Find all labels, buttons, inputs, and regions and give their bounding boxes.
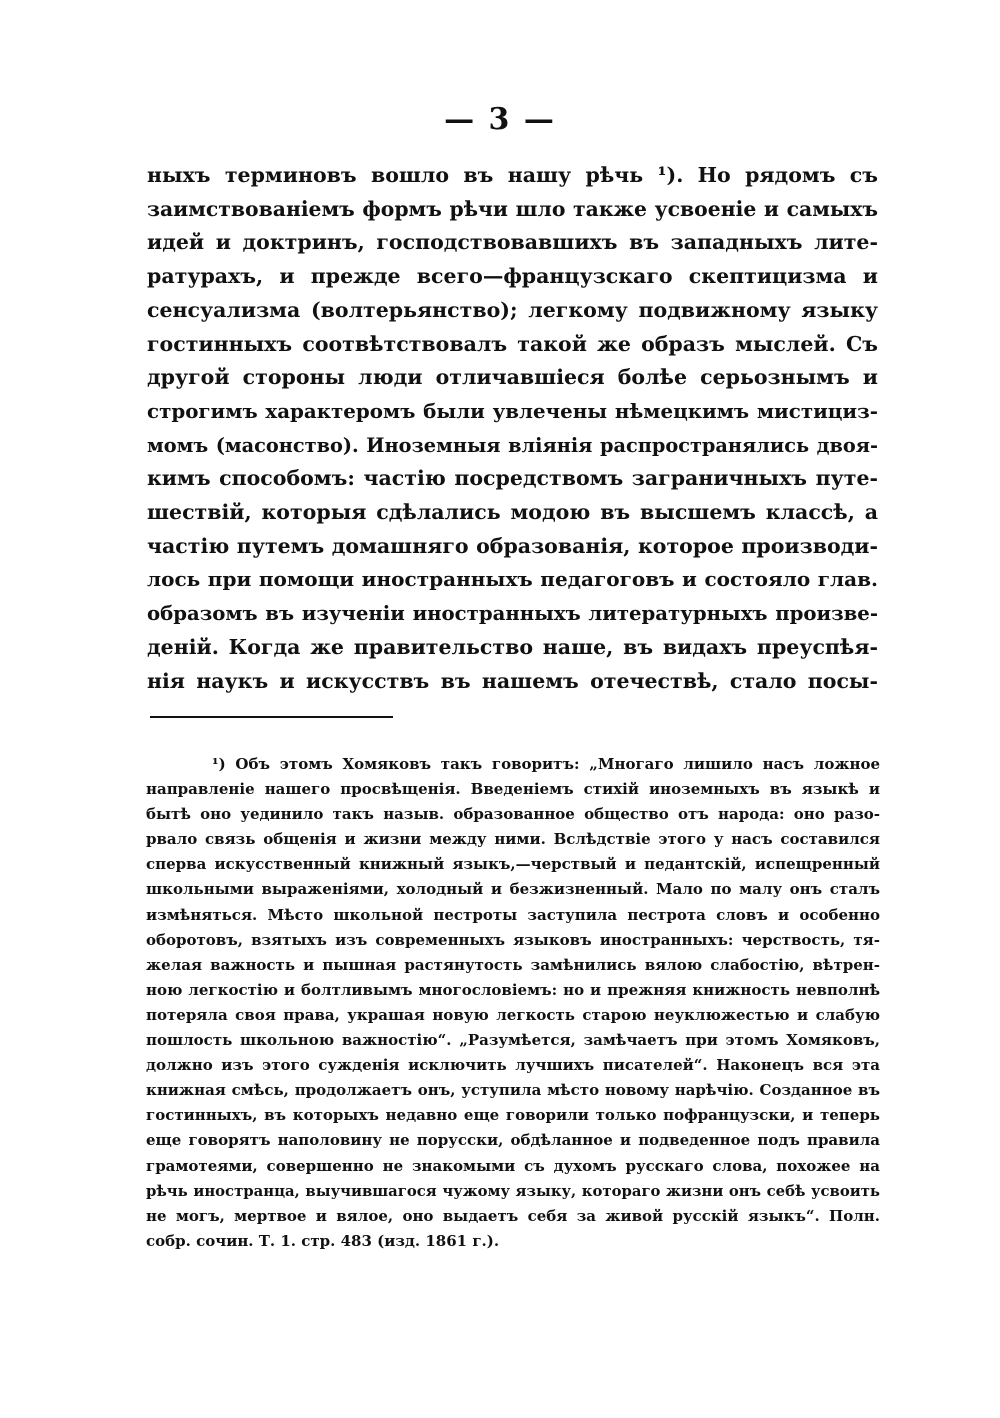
footnote-line: должно изъ этого сужденія исключить лучшихъ писателей“. Наконецъ вся эта bbox=[146, 1056, 880, 1075]
page-number: — 3 — bbox=[444, 102, 556, 137]
footnote-line: грамотеями, совершенно не знакомыми съ духомъ русскаго слова, похожее на bbox=[146, 1156, 880, 1175]
text-line: строгимъ характеромъ были увлечены нѣмецкимъ мистициз- bbox=[147, 398, 878, 423]
text-line: идей и доктринъ, господствовавшихъ въ западныхъ лите- bbox=[147, 230, 878, 255]
footnote-line: направленіе нашего просвѣщенія. Введеніемъ стихій иноземныхъ въ языкѣ и bbox=[146, 780, 880, 799]
footnote-line: потеряла своя права, украшая новую легкость старою неуклюжестью и слабую bbox=[146, 1005, 880, 1024]
footnote-line: не могъ, мертвое и вялое, оно выдаетъ себя за живой русскій языкъ“. Полн. bbox=[146, 1206, 880, 1225]
text-line: образомъ въ изученіи иностранныхъ литературныхъ произве- bbox=[147, 602, 878, 626]
text-line: деній. Когда же правительство наше, въ видахъ преуспѣя- bbox=[147, 634, 878, 659]
footnote-line: книжная смѣсь, продолжаетъ онъ, уступила мѣсто новому нарѣчію. Созданное въ bbox=[146, 1081, 880, 1100]
text-line: ныхъ терминовъ вошло въ нашу рѣчь ¹). Но рядомъ съ bbox=[147, 163, 878, 187]
text-line: шествій, которыя сдѣлались модою въ высшемъ классѣ, а bbox=[147, 500, 878, 525]
footnote-line: измѣняться. Мѣсто школьной пестроты заступила пестрота словъ и особенно bbox=[146, 905, 880, 924]
main-text-block bbox=[147, 159, 878, 698]
footnote-line: ¹) Объ этомъ Хомяковъ такъ говоритъ: „Многаго лишило насъ ложное bbox=[212, 755, 880, 773]
text-line: ратурахъ, и прежде всего—французскаго скептицизма и bbox=[147, 264, 878, 289]
text-line: момъ (масонство). Иноземныя вліянія распространялись двоя- bbox=[147, 433, 878, 457]
text-line: лось при помощи иностранныхъ педагоговъ и состояло глав. bbox=[147, 567, 878, 592]
footnote-line: желая важность и пышная растянутость замѣнились вялою слабостію, вѣтрен- bbox=[146, 955, 880, 974]
footnote-line: бытѣ оно уединило такъ назыв. образованное общество отъ народа: оно разо- bbox=[146, 805, 880, 824]
footnote-line: оборотовъ, взятыхъ изъ современныхъ языковъ иностранныхъ: черствость, тя- bbox=[146, 930, 880, 949]
text-line: сенсуализма (волтерьянство); легкому подвижному языку bbox=[147, 297, 878, 322]
footnote-line: сперва искусственный книжный языкъ,—черствый и педантскій, испещренный bbox=[146, 855, 880, 874]
footnote-line: школьными выраженіями, холодный и безжизненный. Мало по малу онъ сталъ bbox=[146, 880, 880, 899]
footnote-line: ною легкостію и болтливымъ многословіемъ: но и прежняя книжность невполнѣ bbox=[146, 980, 880, 999]
footnote-divider bbox=[150, 716, 393, 718]
footnote-line: пошлость школьною важностію“. „Разумѣется, замѣчаетъ при этомъ Хомяковъ, bbox=[146, 1031, 880, 1050]
footnote-line: рѣчь иностранца, выучившагося чужому языку, котораго жизни онъ себѣ усвоить bbox=[146, 1182, 880, 1200]
text-line: заимствованіемъ формъ рѣчи шло также усвоеніе и самыхъ bbox=[147, 196, 878, 221]
text-line: другой стороны люди отличавшіеся болѣе серьознымъ и bbox=[147, 365, 878, 390]
text-line: гостинныхъ соотвѣтствовалъ такой же образъ мыслей. Съ bbox=[147, 331, 878, 356]
footnote-block bbox=[146, 752, 880, 1254]
footnote-line: собр. сочин. Т. 1. стр. 483 (изд. 1861 г.). bbox=[146, 1231, 500, 1250]
footnote-line: еще говорятъ наполовину не порусски, обдѣланное и подведенное подъ правила bbox=[146, 1131, 880, 1150]
text-line: кимъ способомъ: частію посредствомъ заграничныхъ путе- bbox=[147, 466, 878, 491]
footnote-line: рвало связь общенія и жизни между ними. Вслѣдствіе этого у насъ составился bbox=[146, 830, 880, 849]
text-line: нія наукъ и искусствъ въ нашемъ отечествѣ, стало посы- bbox=[147, 668, 878, 693]
footnote-line: гостинныхъ, въ которыхъ недавно еще говорили только пофранцузски, и теперь bbox=[146, 1106, 880, 1125]
text-line: частію путемъ домашняго образованія, которое производи- bbox=[147, 533, 878, 558]
